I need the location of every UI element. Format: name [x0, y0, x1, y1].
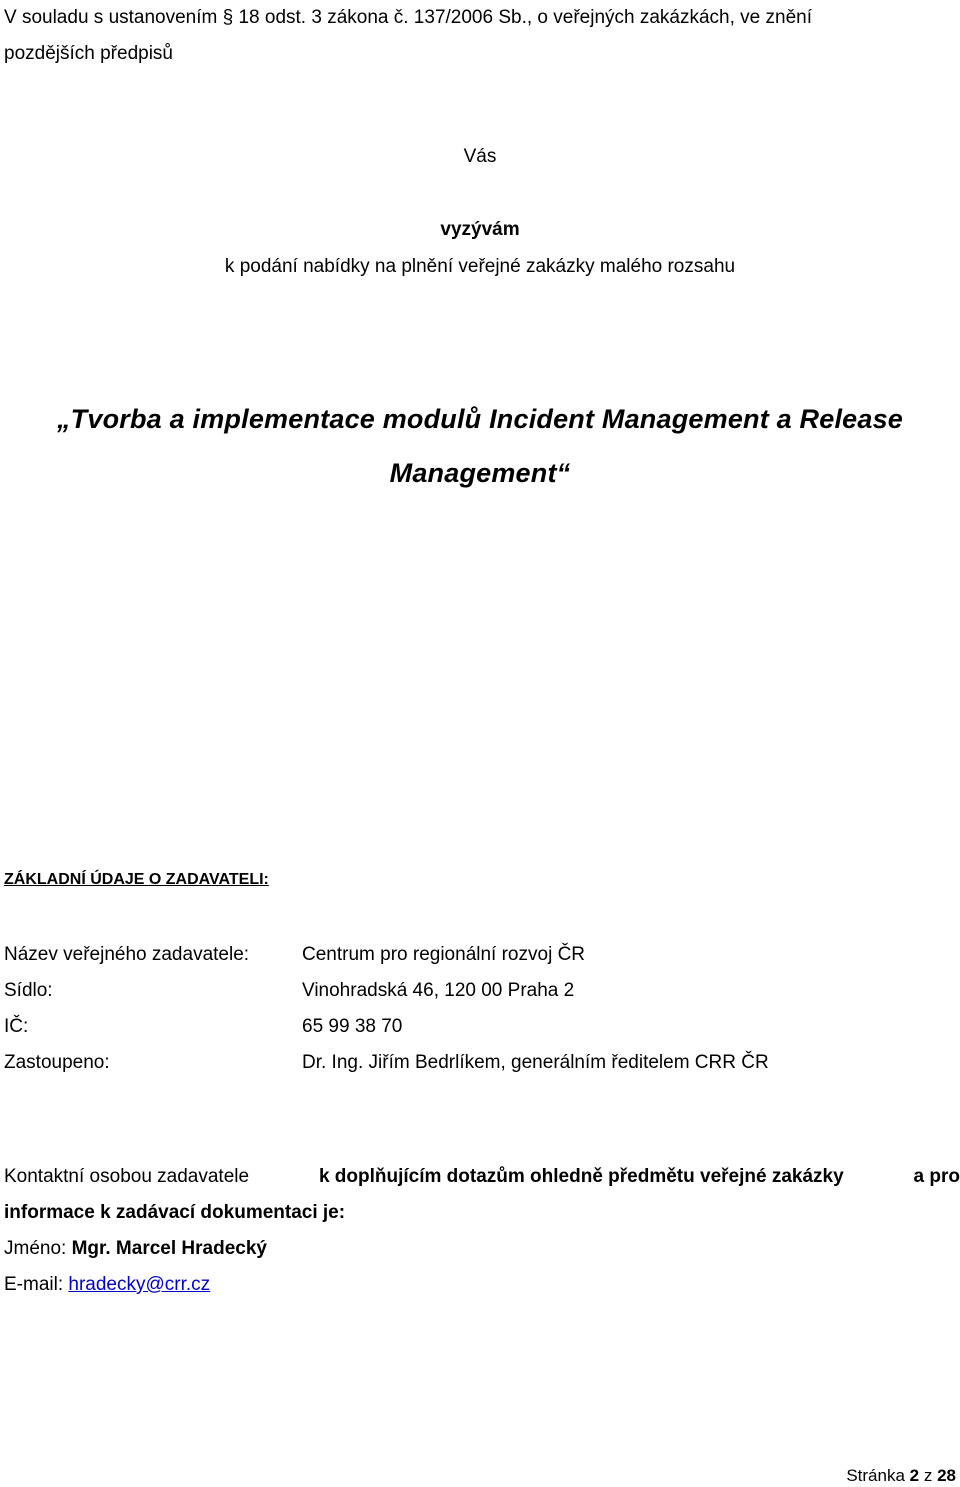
contact-block — [4, 1159, 960, 1303]
info-value: Vinohradská 46, 120 00 Praha 2 — [302, 980, 575, 1001]
title-line-2: Management“ — [389, 458, 571, 488]
invitation-text: k podání nabídky na plnění veřejné zakázky malého rozsahu — [224, 256, 736, 277]
contact-email-label: E-mail: — [4, 1274, 64, 1295]
contact-intro-plain: Kontaktní osobou zadavatele — [4, 1166, 250, 1187]
info-value: 65 99 38 70 — [302, 1016, 403, 1037]
info-row-name — [4, 943, 960, 967]
greeting-vyzyvam: vyzývám — [440, 219, 520, 240]
footer-of-word: z — [923, 1466, 933, 1485]
greeting-vas: Vás — [463, 146, 497, 167]
info-row-address — [4, 979, 960, 1003]
info-value: Centrum pro regionální rozvoj ČR — [302, 944, 586, 965]
section-heading: ZÁKLADNÍ ÚDAJE O ZADAVATELI: — [4, 871, 269, 888]
info-row-represented — [4, 1051, 960, 1075]
footer-page-total: 28 — [937, 1466, 956, 1485]
contact-intro-bold: k doplňujícím dotazům ohledně předmětu veřejné zakázky — [318, 1166, 844, 1187]
footer-page-current: 2 — [909, 1466, 920, 1485]
info-label: Sídlo: — [4, 980, 53, 1001]
intro-paragraph — [4, 0, 960, 72]
contact-line-2: informace k zadávací dokumentaci je: — [4, 1202, 346, 1223]
info-value: Dr. Ing. Jiřím Bedrlíkem, generálním ředitelem CRR ČR — [302, 1052, 769, 1073]
intro-line-2: pozdějších předpisů — [4, 43, 173, 64]
contact-intro-bold-end: a pro — [913, 1166, 960, 1187]
contact-name-line — [4, 1231, 960, 1267]
contact-line-1 — [4, 1159, 960, 1195]
info-label: IČ: — [4, 1016, 29, 1037]
intro-line-1: V souladu s ustanovením § 18 odst. 3 zákona č. 137/2006 Sb., o veřejných zakázkách, ve znění — [4, 7, 813, 28]
footer-page-word: Stránka — [846, 1466, 905, 1485]
document-title — [0, 392, 960, 500]
info-label: Název veřejného zadavatele: — [4, 944, 250, 965]
info-label: Zastoupeno: — [4, 1052, 110, 1073]
contact-name-label: Jméno: — [4, 1238, 67, 1259]
contact-name-value: Mgr. Marcel Hradecký — [71, 1238, 267, 1259]
info-row-ic — [4, 1015, 960, 1039]
contact-email-line — [4, 1267, 960, 1303]
page-footer — [846, 1466, 956, 1486]
title-line-1: „Tvorba a implementace modulů Incident Management a Release — [56, 404, 904, 434]
contact-email-link[interactable]: hradecky@crr.cz — [68, 1274, 211, 1295]
